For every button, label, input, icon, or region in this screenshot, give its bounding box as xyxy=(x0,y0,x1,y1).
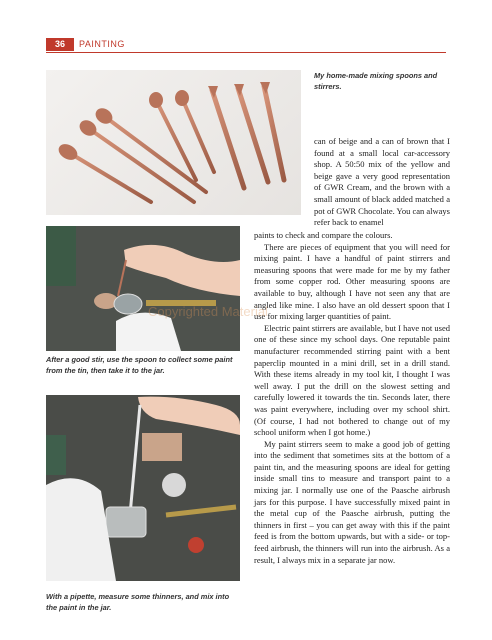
paragraph-1: can of beige and a can of brown that I found at a small local car-accessory shop. A 50:50 mix of the yellow and beige gave a very good representation of GWR Cream, and the brown with a small amount of black added matched a pot of GWR Chocolate. You can always refer back to enamel xyxy=(314,136,450,228)
body-text-column xyxy=(254,230,450,566)
paragraph-2: There are pieces of equipment that you will need for mixing paint. I have a handful of paint stirrers and measuring spoons that were made for me by my father from some copper rod. Other measuring spoons are available to buy, although I have not seen any that are angled like mine. I also have an old dessert spoon that I use for mixing larger quantities of paint. xyxy=(254,241,450,322)
pipette-photo xyxy=(46,395,240,581)
stirring-illustration xyxy=(46,226,240,351)
paragraph-3: Electric paint stirrers are available, but I have not used one of these since my school days. One reputable paint manufacturer recommended stirring paint with a bent paperclip mounted in a mini drill, set in a drill stand. With these items already in my tool kit, I thought I was well away. I put the drill on the slowest setting and carefully lowered it towards the tin. Seconds later, there was paint everywhere, including over my school shirt. (Of course, I had not bothered to change out of my school uniform when I got home.) xyxy=(254,322,450,438)
page-header xyxy=(46,38,446,53)
pipette-illustration xyxy=(46,395,240,581)
stirring-photo xyxy=(46,226,240,351)
stirring-caption: After a good stir, use the spoon to collect some paint from the tin, then take it to the jar. xyxy=(46,355,233,375)
section-title: PAINTING xyxy=(79,39,125,49)
spoons-caption: My home-made mixing spoons and stirrers. xyxy=(314,71,438,91)
pipette-caption: With a pipette, measure some thinners, and mix into the paint in the jar. xyxy=(46,592,230,612)
spoons-photo xyxy=(46,70,301,215)
paragraph-4: My paint stirrers seem to make a good job of getting into the sediment that sometimes sits at the bottom of a paint tin, and the measuring spoons are ideal for getting inside small tins to measure and transport paint to a mixing jar. I normally use one of the Paasche airbrush jars for this purpose. I have successfully mixed paint in the metal cup of the Paasche airbrush, putting the thinners in first – you can get away with this if the paint feed is from the bottom upwards, but with a side- or top-feed airbrush, the thinners will run into the airbrush. As a result, I always mix in a separate jar now. xyxy=(254,438,450,565)
page-number: 36 xyxy=(46,38,74,51)
paragraph-1-cont: paints to check and compare the colours. xyxy=(254,230,393,240)
copyright-watermark: Copyrighted Material xyxy=(148,304,268,319)
body-paragraph-opening xyxy=(314,136,450,229)
spoons-illustration xyxy=(46,70,301,215)
